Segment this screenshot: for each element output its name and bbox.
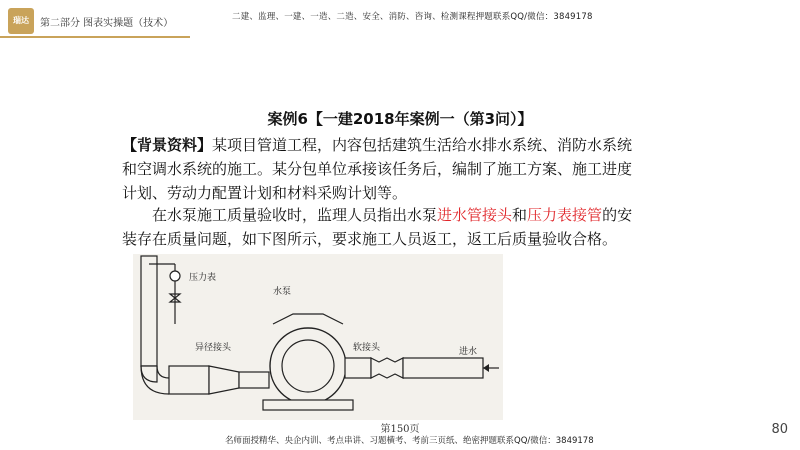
label-flex-joint: 软接头 [353, 343, 381, 353]
footer-banner: 名师面授精华、央企内训、考点串讲、习题横考、考前三页纸、绝密押题联系QQ/微信：3849178 [225, 436, 594, 446]
section-label: 第二部分 图表实操题（技术） [40, 18, 174, 29]
header-banner: 二建、监理、一建、一造、二造、安全、消防、咨询、检测课程押题联系QQ/微信：3849178 [232, 12, 593, 22]
label-gauge: 压力表 [189, 273, 217, 283]
slide-number: 80 [771, 422, 788, 437]
gauge-icon [170, 271, 180, 281]
logo: 瑞达 [8, 8, 34, 34]
label-inlet: 进水 [459, 347, 478, 357]
issue-paragraph [122, 203, 642, 251]
pump-figure [133, 254, 503, 420]
background-text: 某项目管道工程，内容包括建筑生活给水排水系统、消防水系统和空调水系统的施工。某分包单位承接该任务后，编制了施工方案、施工进度计划、劳动力配置计划和材料采购计划等。 [122, 136, 633, 202]
pump-diagram [133, 254, 503, 420]
background-paragraph [122, 133, 642, 205]
issue-text-b: 和 [512, 206, 528, 224]
page-number: 第150页 [380, 424, 420, 435]
highlight-inlet-joint: 进水管接头 [437, 206, 513, 224]
label-reducer: 异径接头 [195, 343, 232, 353]
issue-text-c: 的安装存在质量问题，如下图所示，要求施工人员返工，返工后质量验收合格。 [122, 206, 633, 248]
case-title: 案例6【一建2018年案例一（第3问）】 [267, 110, 533, 128]
background-label: 【背景资料】 [122, 136, 213, 154]
issue-text-a: 在水泵施工质量验收时，监理人员指出水泵 [152, 206, 438, 224]
label-pump: 水泵 [273, 287, 292, 297]
highlight-gauge-pipe: 压力表接管 [527, 206, 603, 224]
header-divider [0, 36, 190, 38]
